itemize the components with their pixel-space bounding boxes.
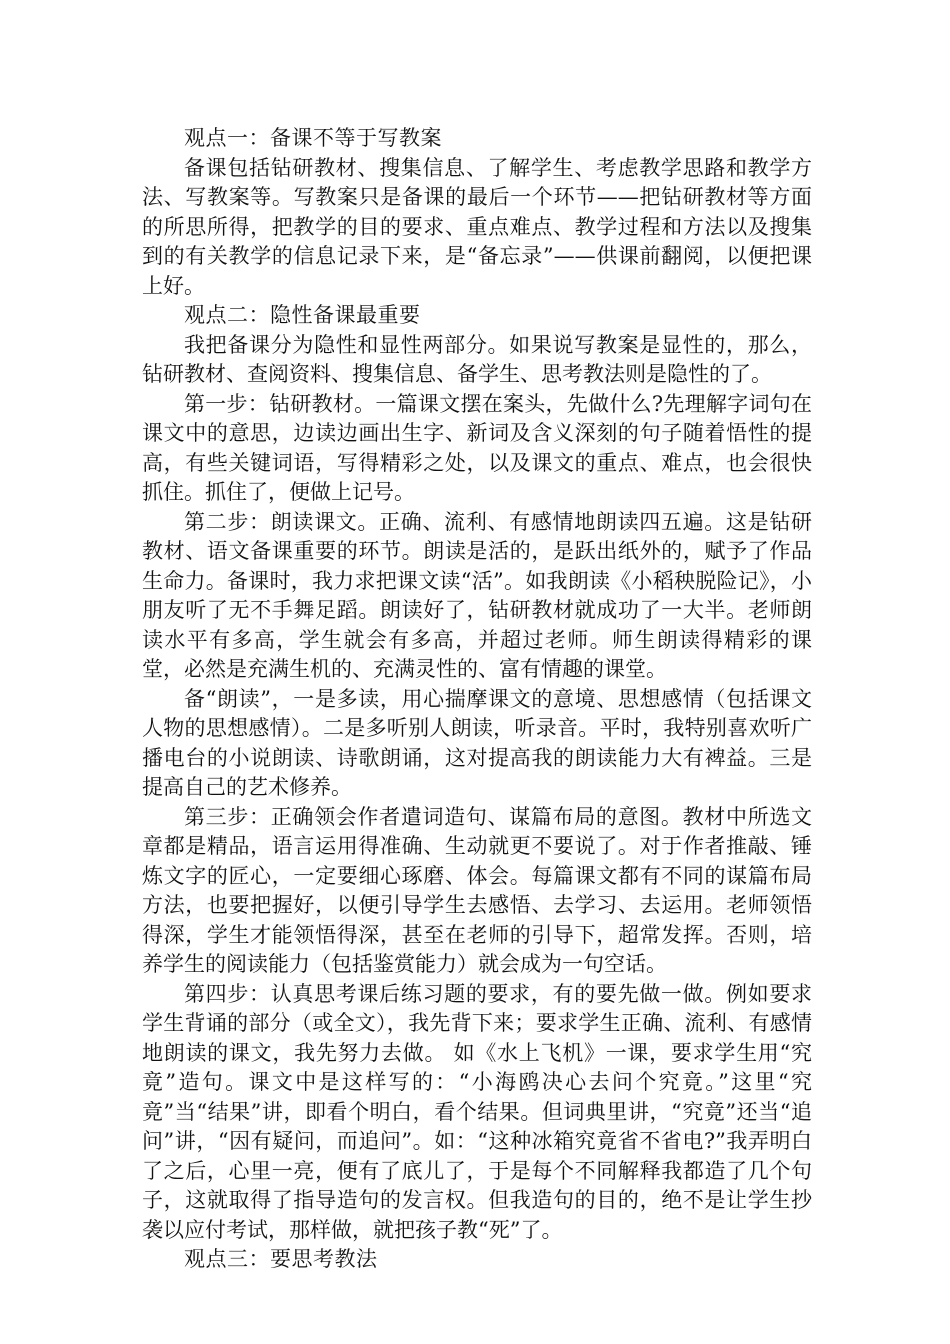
- paragraph: 第二步：朗读课文。正确、流利、有感情地朗读四五遍。这是钻研教材、语文备课重要的环节。朗读是活的，是跃出纸外的，赋予了作品生命力。备课时，我力求把课文读“活”。如我朗读《小稻秧脱险记》，小朋友听了无不手舞足蹈。朗读好了，钻研教材就成功了一大半。老师朗读水平有多高，学生就会有多高，并超过老师。师生朗读得精彩的课堂，必然是充满生机的、充满灵性的、富有情趣的课堂。: [142, 509, 812, 681]
- paragraph: 备“朗读”，一是多读，用心揣摩课文的意境、思想感情（包括课文人物的思想感情）。二是多听别人朗读，听录音。平时，我特别喜欢听广播电台的小说朗读、诗歌朗诵，这对提高我的朗读能力大有裨益。三是提高自己的艺术修养。: [142, 686, 812, 799]
- paragraph: 第四步：认真思考课后练习题的要求，有的要先做一做。例如要求学生背诵的部分（或全文），我先背下来；要求学生正确、流利、有感情地朗读的课文，我先努力去做。 如《水上飞机》一课，要求学生用“究竟”造句。课文中是这样写的：“小海鸥决心去问个究竟。”这里“究竟”当“结果”讲，即看个明白，看个结果。但词典里讲，“究竟”还当“追问”讲，“因有疑问，而追问”。如：“这种冰箱究竟省不省电?”我弄明白了之后，心里一亮，便有了底儿了，于是每个不同解释我都造了几个句子，这就取得了指导造句的发言权。但我造句的目的，绝不是让学生抄袭以应付考试，那样做，就把孩子教“死”了。: [142, 981, 812, 1242]
- document-body: [142, 124, 812, 1275]
- paragraph: 第三步：正确领会作者遣词造句、谋篇布局的意图。教材中所选文章都是精品，语言运用得准确、生动就更不要说了。对于作者推敲、锤炼文字的匠心，一定要细心琢磨、体会。每篇课文都有不同的谋篇布局方法，也要把握好，以便引导学生去感悟、去学习、去运用。老师领悟得深，学生才能领悟得深，甚至在老师的引导下，超常发挥。否则，培养学生的阅读能力（包括鉴赏能力）就会成为一句空话。: [142, 804, 812, 976]
- section-heading-3: 观点三：要思考教法: [184, 1247, 378, 1271]
- paragraph: 我把备课分为隐性和显性两部分。如果说写教案是显性的，那么，钻研教材、查阅资料、搜集信息、备学生、思考教法则是隐性的了。: [142, 332, 812, 386]
- section-heading-2: 观点二：隐性备课最重要: [184, 303, 421, 327]
- paragraph: 第一步：钻研教材。一篇课文摆在案头，先做什么?先理解字词句在课文中的意思，边读边画出生字、新词及含义深刻的句子随着悟性的提高，有些关键词语，写得精彩之处，以及课文的重点、难点，也会很快抓住。抓住了，便做上记号。: [142, 391, 812, 504]
- section-heading-1: 观点一：备课不等于写教案: [184, 126, 442, 150]
- paragraph: 备课包括钻研教材、搜集信息、了解学生、考虑教学思路和教学方法、写教案等。写教案只是备课的最后一个环节——把钻研教材等方面的所思所得，把教学的目的要求、重点难点、教学过程和方法以及搜集到的有关教学的信息记录下来，是“备忘录”——供课前翻阅，以便把课上好。: [142, 155, 812, 298]
